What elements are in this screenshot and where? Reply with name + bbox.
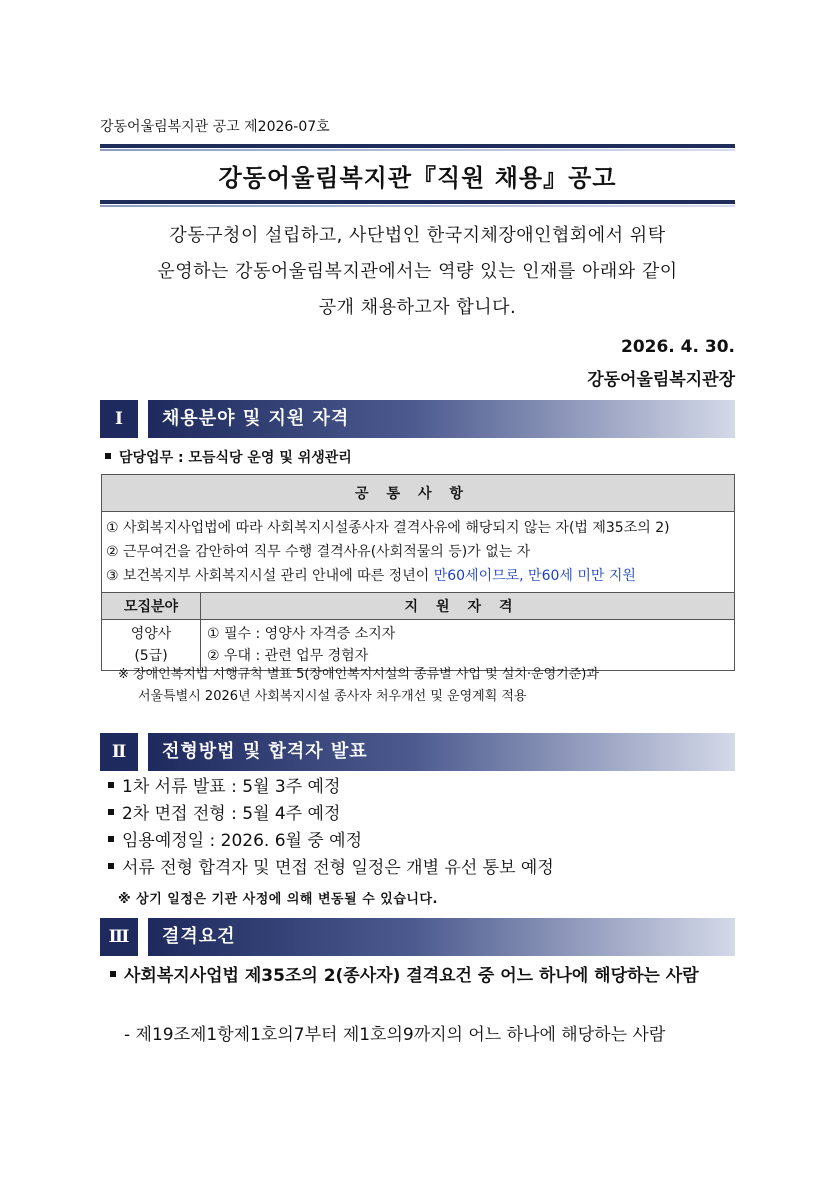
title-rule-top-thin [100, 149, 735, 151]
section-1-header [100, 400, 735, 438]
list-item: 임용예정일 : 2026. 6월 중 예정 [108, 828, 554, 855]
duty-line [105, 447, 352, 467]
square-bullet-icon [108, 809, 114, 815]
col-field-header: 모집분야 [102, 593, 201, 620]
list-item: 1차 서류 발표 : 5월 3주 예정 [108, 774, 554, 801]
section-3-title: 결격요건 [162, 926, 236, 947]
section-3-bar [148, 918, 735, 956]
common-item-3-prefix: ③ 보건복지부 사회복지시설 관리 안내에 따른 정년이 [106, 568, 434, 584]
field-name: 영양사 [130, 626, 172, 642]
list-item: 서류 전형 합격자 및 면접 전형 일정은 개별 유선 통보 예정 [108, 855, 554, 882]
square-bullet-icon [110, 971, 116, 977]
note-line-2: 서울특별시 2026년 사회복지시설 종사자 처우개선 및 운영계획 적용 [138, 689, 527, 704]
schedule-list [108, 774, 554, 882]
notice-date: 2026. 4. 30. [620, 337, 735, 357]
intro-line-1: 강동구청이 설립하고, 사단법인 한국지체장애인협회에서 위탁 [169, 225, 666, 246]
title-rule-top [100, 144, 735, 148]
qual-cell [201, 620, 735, 671]
square-bullet-icon [105, 453, 111, 459]
section-3-number: Ⅲ [100, 918, 138, 956]
common-item-1: ① 사회복지사업법에 따라 사회복지시설종사자 결격사유에 해당되지 않는 자(법 제35조의 2) [106, 520, 670, 536]
disqualification-main-text: 사회복지사업법 제35조의 2(종사자) 결격요건 중 어느 하나에 해당하는 사람 [124, 966, 699, 986]
section-1-title: 채용분야 및 지원 자격 [162, 408, 350, 429]
intro-line-2: 운영하는 강동어울림복지관에서는 역량 있는 인재를 아래와 같이 [157, 261, 678, 282]
section-2-title: 전형방법 및 합격자 발표 [162, 741, 368, 762]
common-items [102, 512, 735, 593]
common-item-3 [106, 564, 730, 588]
qual-item-2: ② 우대 : 관련 업무 경험자 [207, 648, 369, 664]
list-item: 2차 면접 전형 : 5월 4주 예정 [108, 801, 554, 828]
issuer-name: 강동어울림복지관장 [587, 370, 735, 390]
notice-number: 강동어울림복지관 공고 제2026-07호 [100, 119, 330, 135]
duty-text: 담당업무 : 모듬식당 운영 및 위생관리 [119, 450, 352, 466]
common-item-2: ② 근무여건을 감안하여 직무 수행 결격사유(사회적물의 등)가 없는 자 [106, 544, 531, 560]
intro-line-3: 공개 채용하고자 합니다. [318, 297, 517, 318]
field-cell [102, 620, 201, 671]
square-bullet-icon [108, 782, 114, 788]
section-2-header [100, 733, 735, 771]
common-item-3-highlight: 만60세이므로, 만60세 미만 지원 [433, 568, 636, 584]
disqualification-main [100, 962, 740, 990]
square-bullet-icon [108, 863, 114, 869]
section-1-number: Ⅰ [100, 400, 138, 438]
section-2-number: Ⅱ [100, 733, 138, 771]
note-line-1: ※ 장애인복지법 시행규칙 별표 5(장애인복지시설의 종류별 사업 및 설치·운영기준)과 [118, 667, 599, 682]
requirements-table [101, 474, 735, 671]
col-qual-header: 지원자격 [201, 593, 735, 620]
section-3-header [100, 918, 735, 956]
title-rule-bottom-thin [100, 205, 735, 207]
field-grade: (5급) [134, 648, 168, 664]
intro-paragraph [100, 218, 735, 326]
title-rule-bottom [100, 200, 735, 204]
qual-item-1: ① 필수 : 영양사 자격증 소지자 [207, 626, 396, 642]
schedule-warning: ※ 상기 일정은 기관 사정에 의해 변동될 수 있습니다. [118, 892, 438, 907]
square-bullet-icon [108, 836, 114, 842]
page-title: 강동어울림복지관『직원 채용』공고 [218, 164, 617, 192]
common-header: 공통사항 [102, 475, 735, 512]
disqualification-sub: - 제19조제1항제1호의7부터 제1호의9까지의 어느 하나에 해당하는 사람 [124, 1025, 666, 1045]
